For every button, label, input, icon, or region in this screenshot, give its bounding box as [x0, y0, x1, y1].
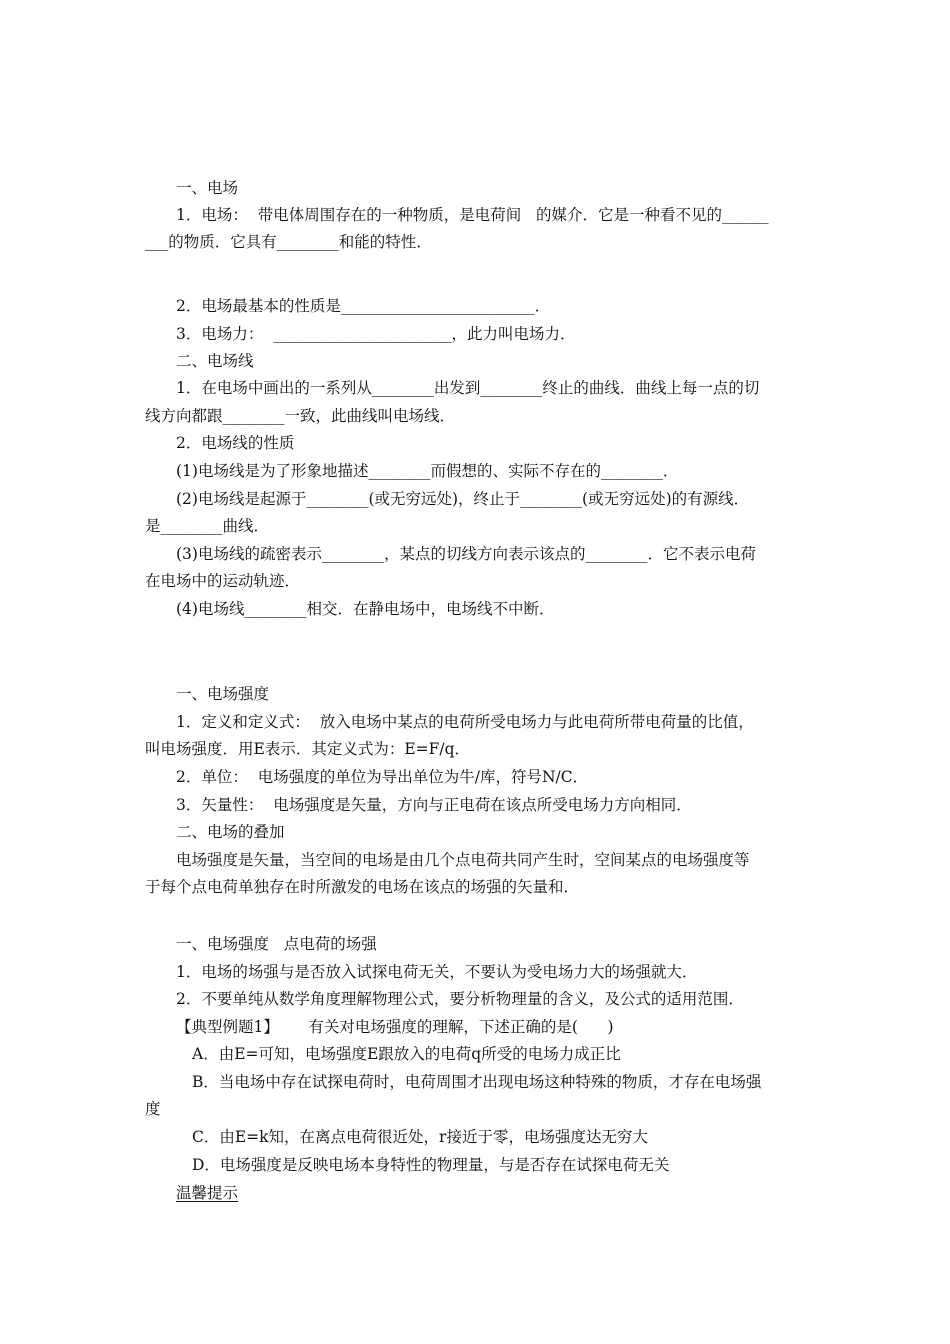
paragraph-line: (3)电场线的疏密表示________，某点的切线方向表示该点的________．它不表示电荷 — [176, 545, 756, 563]
paragraph-line: (4)电场线________相交．在静电场中，电场线不中断． — [176, 600, 555, 618]
paragraph-line: 2．不要单纯从数学角度理解物理公式，要分析物理量的含义，及公式的适用范围． — [176, 990, 744, 1008]
option-d: D．电场强度是反映电场本身特性的物理量，与是否存在试探电荷无关 — [192, 1156, 670, 1174]
paragraph-line: 于每个点电荷单独存在时所激发的电场在该点的场强的矢量和． — [145, 878, 580, 896]
paragraph-line: 1．电场： 带电体周围存在的一种物质，是电荷间 的媒介．它是一种看不见的______ — [176, 206, 769, 224]
section-heading: 一、电场强度 点电荷的场强 — [176, 935, 377, 953]
paragraph-line: 2．单位： 电场强度的单位为导出单位为牛/库，符号N/C． — [176, 768, 589, 786]
paragraph-line: 1．定义和定义式： 放入电场中某点的电荷所受电场力与此电荷所带电荷量的比值， — [176, 713, 754, 731]
tip-link-text: 温馨提示 — [176, 1184, 239, 1202]
paragraph-line: 在电场中的运动轨迹． — [145, 572, 301, 590]
paragraph-line: 1．电场的场强与是否放入试探电荷无关，不要认为受电场力大的场强就大． — [176, 963, 698, 981]
paragraph-line: 2．电场最基本的性质是_________________________． — [176, 297, 551, 315]
tip-link[interactable] — [176, 1183, 238, 1203]
section-heading: 二、电场线 — [176, 352, 254, 370]
paragraph-line: 1．在电场中画出的一系列从________出发到________终止的曲线．曲线上每一点的切 — [176, 379, 760, 397]
paragraph-line: 是________曲线． — [145, 517, 270, 535]
paragraph-line: 3．矢量性： 电场强度是矢量，方向与正电荷在该点所受电场力方向相同． — [176, 796, 692, 814]
paragraph-line: ___的物质．它具有________和能的特性． — [145, 233, 432, 251]
paragraph-line: 线方向都跟________一致，此曲线叫电场线． — [145, 407, 456, 425]
paragraph-line: (2)电场线是起源于________(或无穷远处)，终止于________(或无穷远处)的有源线． — [176, 490, 750, 508]
paragraph-line: 3．电场力： _______________________，此力叫电场力． — [176, 325, 576, 343]
option-b: B．当电场中存在试探电荷时，电荷周围才出现电场这种特殊的物质，才存在电场强 — [192, 1073, 762, 1091]
section-heading: 二、电场的叠加 — [176, 823, 285, 841]
section-heading: 一、电场强度 — [176, 685, 270, 703]
option-b-continued: 度 — [145, 1100, 161, 1118]
example-heading: 【典型例题1】 有关对电场强度的理解，下述正确的是( ) — [176, 1018, 614, 1036]
paragraph-line: 叫电场强度．用E表示．其定义式为：E=F/q． — [145, 740, 471, 758]
paragraph-line: (1)电场线是为了形象地描述________而假想的、实际不存在的________． — [176, 462, 679, 480]
option-a: A．由E=可知，电场强度E跟放入的电荷q所受的电场力成正比 — [192, 1045, 621, 1063]
paragraph-line: 2．电场线的性质 — [176, 434, 295, 452]
paragraph-line: 电场强度是矢量，当空间的电场是由几个点电荷共同产生时，空间某点的电场强度等 — [176, 851, 750, 869]
section-heading: 一、电场 — [176, 179, 239, 197]
option-c: C．由E=k知，在离点电荷很近处，r接近于零，电场强度达无穷大 — [192, 1128, 648, 1146]
